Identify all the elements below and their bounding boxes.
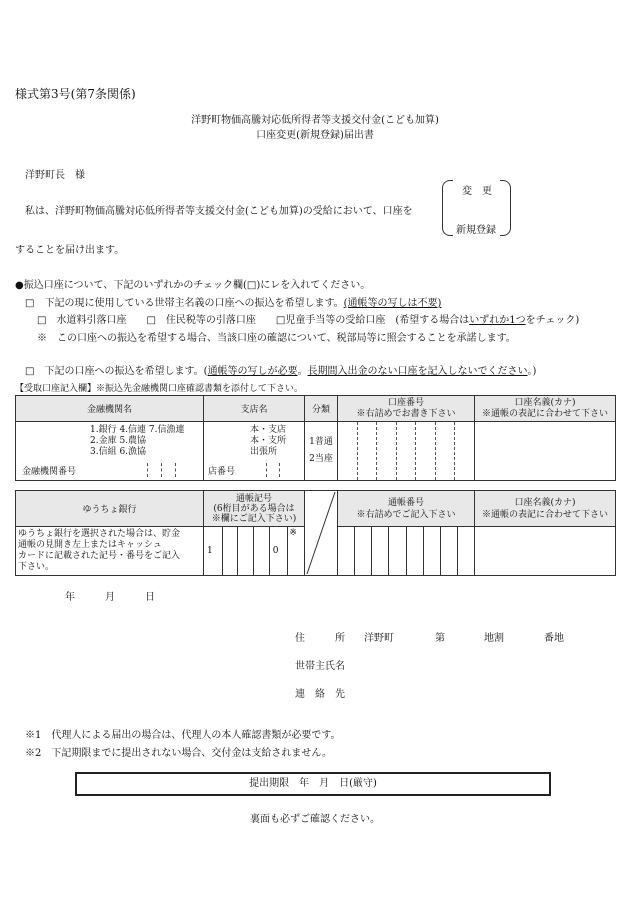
yucho-number-digit[interactable]	[424, 527, 441, 575]
yucho-explain-3: カードに記載された記号・番号をご記入	[18, 551, 181, 561]
form-title-line2: 口座変更(新規登録)届出書	[256, 130, 374, 141]
deadline-text: 提出期限 年 月 日(厳守)	[249, 778, 377, 789]
choice-change[interactable]: 変 更	[462, 186, 492, 197]
account-type-cell[interactable]	[305, 422, 338, 481]
branch-type-2: 本・支所	[250, 436, 287, 446]
yucho-explain-1: ゆうちょ銀行を選択された場合は、貯金	[18, 529, 181, 539]
account-digit[interactable]	[338, 422, 358, 480]
header-account-type: 分類	[305, 396, 338, 422]
bank-code-digit[interactable]	[162, 463, 176, 477]
yucho-holder-cell[interactable]	[475, 527, 616, 576]
option2-underline-1: 通帳等の写しが必要	[207, 366, 298, 377]
option2-underline-2: 長期間入出金のない口座を記入しないでください	[307, 366, 528, 377]
yucho-number-digit[interactable]	[389, 527, 406, 575]
option1-note: (通帳等の写しは不要)	[343, 298, 442, 309]
branch-code-digit[interactable]	[254, 463, 267, 477]
yucho-symbol-cell[interactable]	[204, 527, 305, 576]
account-holder-cell[interactable]	[475, 422, 616, 481]
option1-text: □ 下記の現に使用している世帯主名義の口座への振込を希望します。	[25, 298, 344, 309]
yucho-header-bank: ゆうちょ銀行	[16, 491, 204, 527]
yucho-header-symbol-note2: ※欄にご記入下さい)	[211, 513, 297, 524]
account-digit[interactable]	[377, 422, 397, 480]
account-digit[interactable]	[416, 422, 436, 480]
account-digit[interactable]	[397, 422, 417, 480]
header-branch-name: 支店名	[204, 396, 305, 422]
bank-types-line2: 2.金庫 5.農協	[90, 436, 147, 446]
yucho-header-holder-label: 口座名義(カナ)	[514, 497, 576, 508]
yucho-header-symbol	[204, 491, 305, 527]
sub-options-end: をチェック)	[525, 315, 580, 326]
yucho-number-digit[interactable]	[441, 527, 458, 575]
bank-code-digit[interactable]	[176, 463, 189, 477]
choice-bracket-left	[442, 180, 453, 236]
header-account-number	[338, 396, 475, 422]
option1-row[interactable]	[25, 294, 441, 309]
yucho-symbol-digit[interactable]	[223, 527, 239, 575]
yucho-explain-2: 通帳の見開き左上またはキャッシュ	[18, 540, 162, 550]
bank-types-line1: 1.銀行 4.信連 7.信漁連	[90, 425, 185, 435]
sub-options-underline: いずれか1つ	[469, 315, 526, 326]
addressee: 洋野町長 様	[25, 170, 85, 181]
yucho-explain-4: 下さい。	[18, 562, 55, 572]
bank-types-line3: 3.信組 6.漁協	[90, 447, 147, 457]
header-account-holder	[475, 396, 616, 422]
form-title-line1: 洋野町物価高騰対応低所得者等支援交付金(こども加算)	[191, 115, 439, 126]
account-type-current: 2当座	[309, 454, 333, 464]
header-account-holder-label: 口座名義(カナ)	[514, 397, 576, 408]
note-2: ※2 下記期限までに提出されない場合、交付金は支給されません。	[25, 748, 332, 759]
address-dai: 第	[435, 633, 445, 644]
yucho-number-digit[interactable]	[372, 527, 389, 575]
form-number: 様式第3号(第7条関係)	[15, 87, 136, 101]
back-page-note: 裏面も必ずご確認ください。	[250, 814, 380, 825]
choice-new-registration[interactable]: 新規登録	[456, 225, 496, 236]
header-account-number-note: ※右詰めでお書き下さい	[356, 408, 456, 419]
bank-code-label: 金融機関番号	[22, 466, 77, 477]
header-account-number-label: 口座番号	[387, 397, 424, 408]
address-town: 洋野町	[364, 633, 394, 644]
account-type-ordinary: 1普通	[309, 437, 333, 447]
yucho-number-digit[interactable]	[458, 527, 474, 575]
yucho-symbol-digit[interactable]: 1	[204, 527, 223, 575]
option2-row[interactable]	[25, 362, 536, 377]
consent-note: ※ この口座への振込を希望する場合、当該口座の確認について、税部局等に照会することを承諾します。	[37, 333, 516, 344]
bank-code-digit[interactable]	[134, 463, 148, 477]
yucho-header-symbol-label: 通帳記号	[235, 493, 272, 504]
yucho-symbol-digit[interactable]	[254, 527, 270, 575]
branch-code-label: 店番号	[208, 466, 236, 477]
yucho-divider-cell	[305, 491, 338, 576]
yucho-header-symbol-note1: (6桁目がある場合は	[213, 503, 295, 514]
choice-bracket-right	[500, 180, 511, 236]
note-1: ※1 代理人による届出の場合は、代理人の本人確認書類が必要です。	[25, 730, 341, 741]
yucho-header-holder	[475, 491, 616, 527]
body-prefix: 私は、洋野町物価高騰対応低所得者等支援交付金(こども加算)の受給において、口座を	[25, 206, 413, 217]
branch-code-digit[interactable]	[267, 463, 280, 477]
householder-label: 世帯主氏名	[295, 661, 345, 672]
address-label: 住 所	[295, 633, 345, 644]
instruction-main: ●振込口座について、下記のいずれかのチェック欄(□)にレを入れてください。	[15, 280, 371, 291]
bank-account-table	[15, 395, 616, 481]
option2-mid: 。	[297, 366, 308, 377]
yucho-header-number-note: ※右詰めでご記入下さい	[356, 509, 456, 520]
bank-name-cell[interactable]	[16, 422, 204, 481]
yucho-symbol-digit[interactable]	[238, 527, 254, 575]
yucho-header-holder-note: ※通帳の表記に合わせて下さい	[481, 509, 608, 520]
deadline-box	[75, 772, 551, 796]
bank-section-title: 【受取口座記入欄】※振込先金融機関口座確認書類を添付して下さい。	[15, 384, 304, 394]
branch-type-1: 本・支店	[250, 425, 287, 435]
yucho-account-table	[15, 490, 616, 576]
option2-text: □ 下記の口座への振込を希望します。(	[25, 366, 208, 377]
contact-label: 連 絡 先	[295, 689, 345, 700]
yucho-number-digit[interactable]	[338, 527, 355, 575]
header-account-holder-note: ※通帳の表記に合わせて下さい	[481, 408, 608, 419]
branch-code-digit[interactable]	[280, 463, 292, 477]
yucho-explanation	[16, 527, 204, 576]
bank-code-digit[interactable]	[148, 463, 162, 477]
yucho-symbol-digit[interactable]: 0	[270, 527, 289, 575]
account-number-cell[interactable]	[338, 422, 475, 481]
sub-options-row[interactable]	[37, 311, 579, 326]
branch-type-3: 出張所	[250, 447, 278, 457]
yucho-number-digit[interactable]	[407, 527, 424, 575]
account-digit[interactable]	[358, 422, 378, 480]
yucho-header-number	[338, 491, 475, 527]
branch-name-cell[interactable]	[204, 422, 305, 481]
address-chiwari: 地割	[484, 633, 504, 644]
yucho-number-digit[interactable]	[355, 527, 372, 575]
account-digit[interactable]	[455, 422, 474, 480]
option2-end: 。)	[527, 366, 537, 377]
yucho-header-number-label: 通帳番号	[387, 497, 424, 508]
address-banchi: 番地	[544, 633, 564, 644]
yucho-number-cell[interactable]	[338, 527, 475, 576]
date-line[interactable]: 年 月 日	[65, 592, 155, 603]
body-suffix: することを届け出ます。	[15, 245, 125, 256]
header-bank-name: 金融機関名	[16, 396, 204, 422]
sub-options-text: □ 水道料引落口座 □ 住民税等の引落口座 □児童手当等の受給口座 (希望する場合は	[37, 315, 470, 326]
account-digit[interactable]	[436, 422, 456, 480]
diagonal-line	[305, 491, 337, 575]
yucho-symbol-extra[interactable]: ※	[289, 528, 297, 538]
